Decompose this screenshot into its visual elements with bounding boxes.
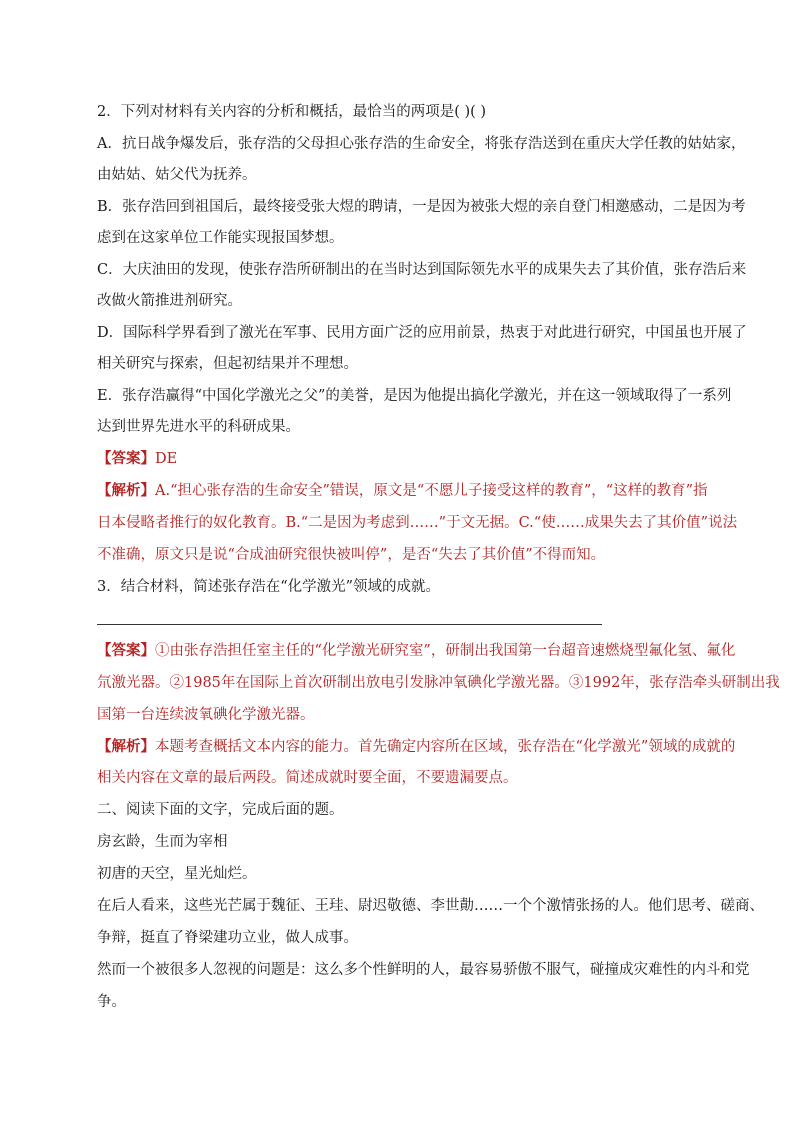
passage-paragraph-2-line-1: 在后人看来，这些光芒属于魏征、王珪、尉迟敬德、李世勣……一个个激情张扬的人。他们思考、磋商、 [97,898,764,914]
q2-analysis-line-1 [97,481,708,501]
option-d-line-2: 相关研究与探索，但起初结果并不理想。 [97,356,358,372]
q3-analysis-line-1 [97,737,735,757]
q3-answer-line-3: 国第一台连续波氧碘化学激光器。 [97,707,315,723]
passage-paragraph-3-line-2: 争。 [97,994,126,1010]
q2-analysis-line-2: 日本侵略者推行的奴化教育。B.“二是因为考虑到……”于文无据。C.“使……成果失去了其价值”说法 [97,515,738,531]
option-b-line-2: 虑到在这家单位工作能实现报国梦想。 [97,230,344,246]
option-d-line-1: D．国际科学界看到了激光在军事、民用方面广泛的应用前景，热衷于对此进行研究，中国虽也开展了 [97,325,747,341]
option-e-line-1: E．张存浩赢得“中国化学激光之父”的美誉，是因为他提出搞化学激光，并在这一领域取得了一系列 [97,388,732,404]
analysis-text: A.“担心张存浩的生命安全”错误，原文是“不愿儿子接受这样的教育”，“这样的教育”指 [155,483,708,499]
passage-paragraph-2-line-2: 争辩，挺直了脊梁建功立业，做人成事。 [97,930,358,946]
answer-text: ①由张存浩担任室主任的“化学激光研究室”，研制出我国第一台超音速燃烧型氟化氢、氟化 [155,643,736,659]
passage-paragraph-1: 初唐的天空，星光灿烂。 [97,866,257,882]
option-a-line-1: A．抗日战争爆发后，张存浩的父母担心张存浩的生命安全，将张存浩送到在重庆大学任教的姑姑家， [97,136,746,152]
analysis-tag: 【解析】 [97,738,155,755]
answer-value: DE [155,451,178,467]
option-c-line-1: C．大庆油田的发现，使张存浩所研制出的在当时达到国际领先水平的成果失去了其价值，张存浩后来 [97,262,747,278]
q2-answer [97,449,177,469]
answer-tag: 【答案】 [97,642,155,659]
passage-paragraph-3-line-1: 然而一个被很多人忽视的问题是：这么多个性鲜明的人，最容易骄傲不服气，碰撞成灾难性的内斗和党 [97,962,750,978]
q2-analysis-line-3: 不准确，原文只是说“合成油研究很快被叫停”，是否“失去了其价值”不得而知。 [97,547,606,563]
passage-title: 房玄龄，生而为宰相 [97,834,228,850]
option-a-line-2: 由姑姑、姑父代为抚养。 [97,167,257,183]
option-e-line-2: 达到世界先进水平的科研成果。 [97,419,300,435]
q3-answer-line-1 [97,641,735,661]
option-b-line-1: B．张存浩回到祖国后，最终接受张大煜的聘请，一是因为被张大煜的亲自登门相邀感动，二是因为考 [97,199,746,215]
section-2-heading: 二、阅读下面的文字，完成后面的题。 [97,802,344,818]
analysis-tag: 【解析】 [97,482,155,499]
analysis-text: 本题考查概括文本内容的能力。首先确定内容所在区域，张存浩在“化学激光”领域的成就的 [155,739,736,755]
answer-blank-line [97,624,602,625]
answer-tag: 【答案】 [97,450,155,467]
question-2-stem: 2．下列对材料有关内容的分析和概括，最恰当的两项是( )( ) [97,104,487,120]
question-3-stem: 3．结合材料，简述张存浩在“化学激光”领域的成就。 [97,579,441,595]
option-c-line-2: 改做火箭推进剂研究。 [97,293,242,309]
q3-analysis-line-2: 相关内容在文章的最后两段。简述成就时要全面，不要遗漏要点。 [97,770,518,786]
q3-answer-line-2: 氘激光器。②1985年在国际上首次研制出放电引发脉冲氧碘化学激光器。③1992年，张存浩牵头研制出我 [97,675,780,691]
